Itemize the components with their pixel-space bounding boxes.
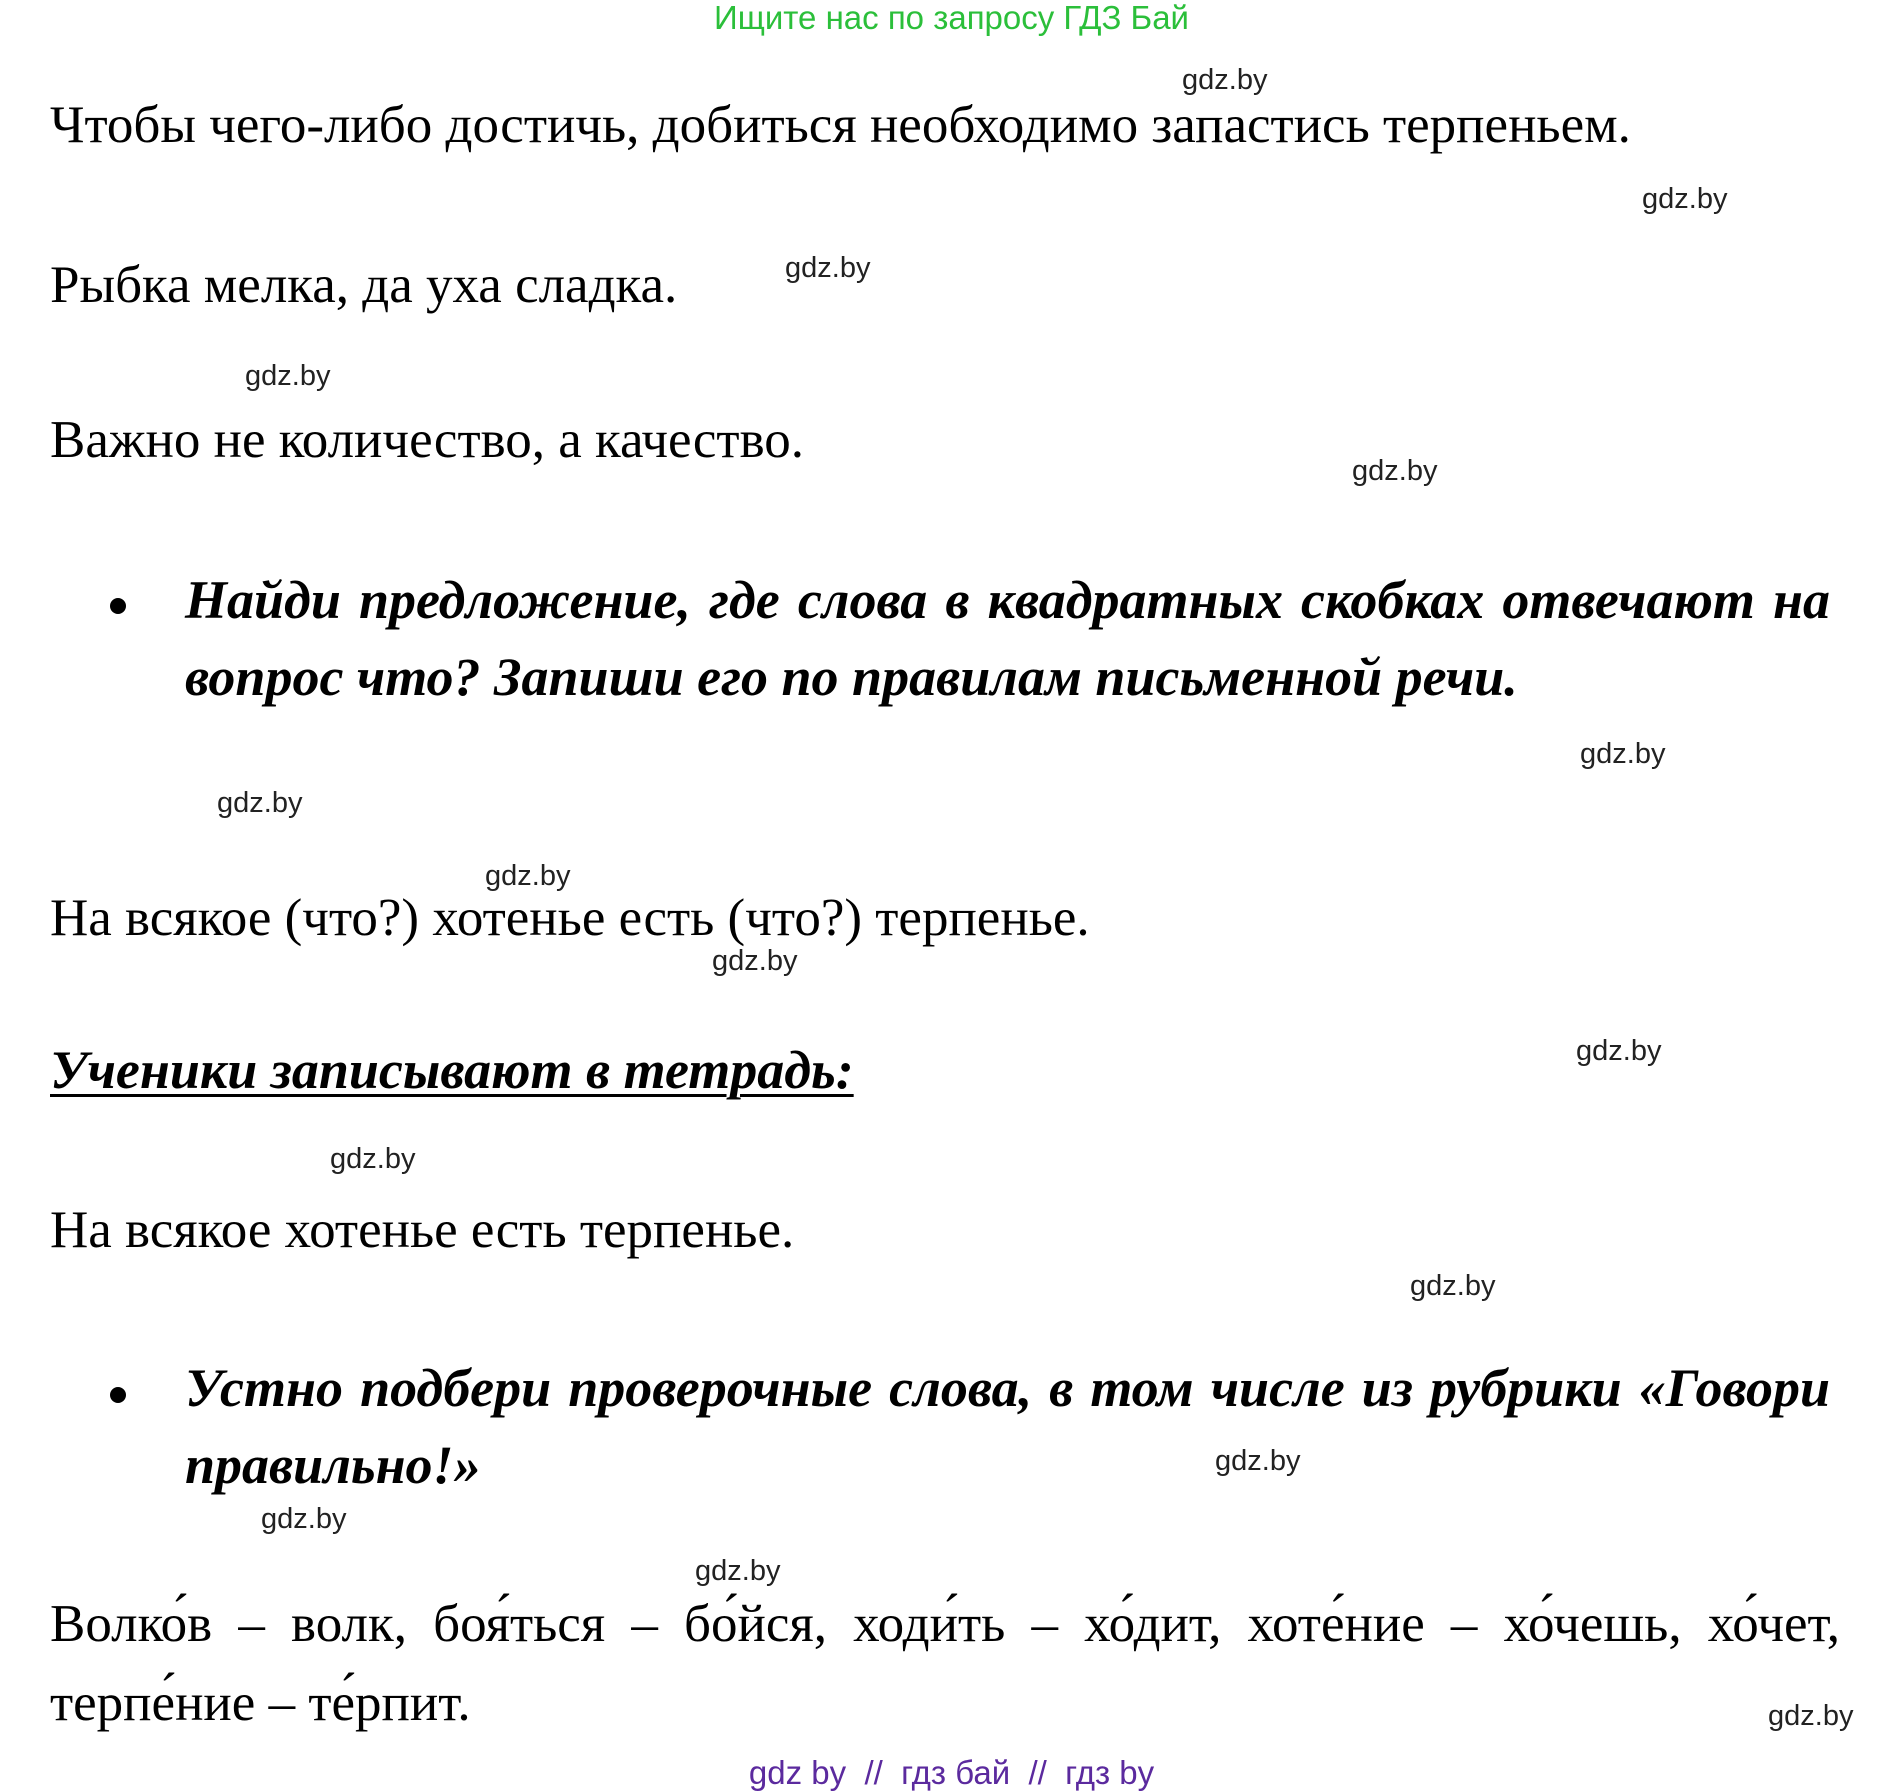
watermark: gdz.by bbox=[712, 945, 798, 977]
footer-links[interactable]: gdz by // гдз бай // гдз by bbox=[748, 1754, 1155, 1791]
task-instruction-1: Найди предложение, где слова в квадратных скобках отвечают на вопрос что? Запиши его по правилам письменной речи. bbox=[185, 570, 1830, 707]
section-heading: Ученики записывают в тетрадь: bbox=[50, 1040, 854, 1100]
watermark: gdz.by bbox=[1182, 64, 1268, 96]
watermark: gdz.by bbox=[1410, 1270, 1496, 1302]
watermark: gdz.by bbox=[695, 1555, 781, 1587]
bullet-icon bbox=[110, 1387, 126, 1403]
task-instruction-2: Устно подбери проверочные слова, в том числе из рубрики «Говори правильно!» bbox=[185, 1358, 1830, 1495]
watermark: gdz.by bbox=[1580, 738, 1666, 770]
text-line-3: Важно не количество, а качество. bbox=[50, 411, 804, 469]
search-hint-link[interactable]: Ищите нас по запросу ГДЗ Бай bbox=[714, 0, 1189, 36]
watermark: gdz.by bbox=[217, 787, 303, 819]
bullet-icon bbox=[110, 598, 126, 614]
watermark: gdz.by bbox=[1352, 455, 1438, 487]
watermark: gdz.by bbox=[330, 1143, 416, 1175]
text-line-2: Рыбка мелка, да уха сладка. bbox=[50, 256, 678, 314]
answer-line-1: На всякое (что?) хотенье есть (что?) терпенье. bbox=[50, 889, 1090, 947]
watermark: gdz.by bbox=[261, 1503, 347, 1535]
answer-paragraph-3: Волко́в – волк, боя́ться – бо́йся, ходи́ть – хо́дит, хоте́ние – хо́чешь, хо́чет, терпе́ние – те́рпит. bbox=[50, 1595, 1840, 1732]
watermark: gdz.by bbox=[1768, 1700, 1854, 1732]
watermark: gdz.by bbox=[485, 860, 571, 892]
watermark: gdz.by bbox=[1642, 183, 1728, 215]
watermark: gdz.by bbox=[245, 360, 331, 392]
watermark: gdz.by bbox=[1215, 1445, 1301, 1477]
text-line-1: Чтобы чего-либо достичь, добиться необходимо запастись терпеньем. bbox=[50, 96, 1631, 154]
watermark: gdz.by bbox=[785, 252, 871, 284]
watermark: gdz.by bbox=[1576, 1035, 1662, 1067]
answer-line-2: На всякое хотенье есть терпенье. bbox=[50, 1201, 795, 1259]
